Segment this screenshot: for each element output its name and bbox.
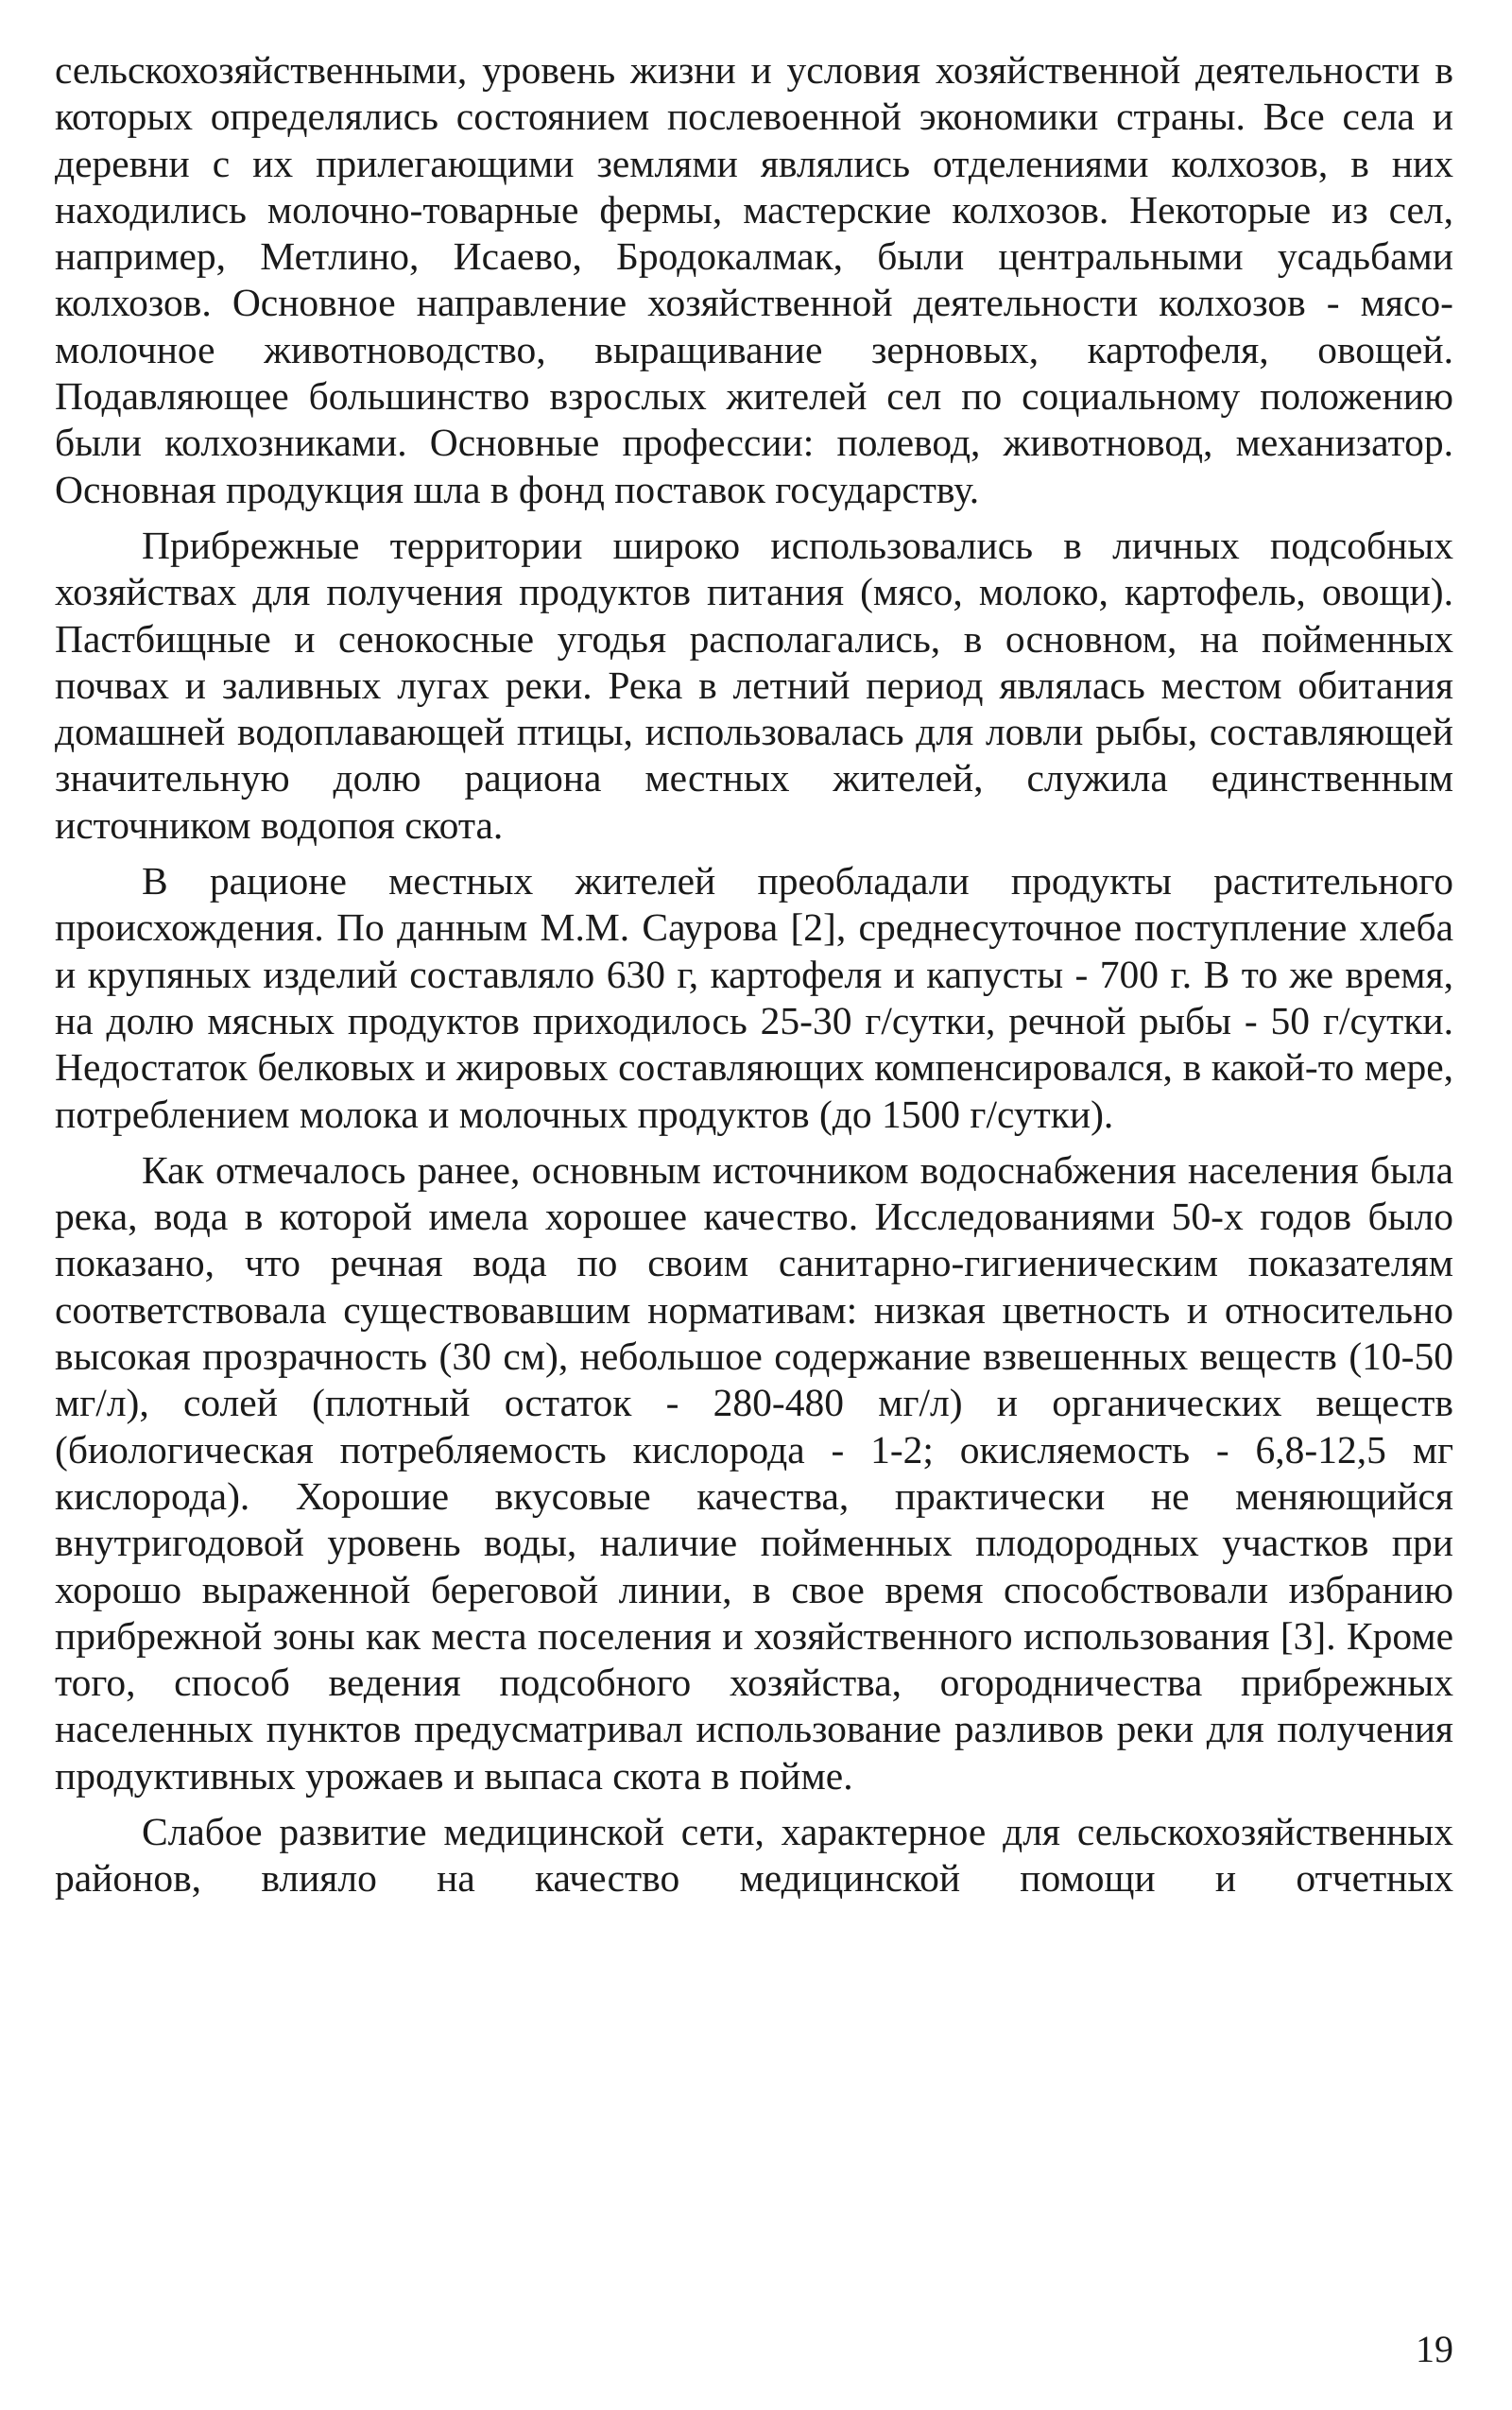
paragraph-diet: В рационе местных жителей преобладали продукты растительного происхождения. По данным М.М. Саурова [2], среднесуточное поступление хлеба и крупяных изделий составляло 630 г, картофеля и капусты - 700 г. В то же время, на долю мясных продуктов приходилось 25-30 г/сутки, речной рыбы - 50 г/сутки. Недостаток белковых и жировых составляющих компенсировался, в какой-то мере, потреблением молока и молочных продуктов (до 1500 г/сутки).: [55, 859, 1453, 1136]
paragraph-continuation: сельскохозяйственными, уровень жизни и условия хозяйственной деятельности в которых определялись состоянием послевоенной экономики страны. Все села и деревни с их прилегающими землями являлись отделениями колхозов, в них находились молочно-товарные фермы, мастерские колхозов. Некоторые из сел, например, Метлино, Исаево, Бродокалмак, были центральными усадьбами колхозов. Основное направление хозяйственной деятельности колхозов - мясо-молочное животноводство, выращивание зерновых, картофеля, овощей. Подавляющее большинство взрослых жителей сел по социальному положению были колхозниками. Основные профессии: полевод, животновод, механизатор. Основная продукция шла в фонд поставок государству.: [55, 48, 1453, 511]
page-number: 19: [1416, 2328, 1453, 2370]
paragraph-water-supply: Как отмечалось ранее, основным источником водоснабжения населения была река, вода в которой имела хорошее качество. Исследованиями 50-х годов было показано, что речная вода по своим санитарно-гигиеническим показателям соответствовала существовавшим нормативам: низкая цветность и относительно высокая прозрачность (30 см), небольшое содержание взвешенных веществ (10-50 мг/л), солей (плотный остаток - 280-480 мг/л) и органических веществ (биологическая потребляемость кислорода - 1-2; окисляемость - 6,8-12,5 мг кислорода). Хорошие вкусовые качества, практически не меняющийся внутригодовой уровень воды, наличие пойменных плодородных участков при хорошо выраженной береговой линии, в свое время способствовали избранию прибрежной зоны как места поселения и хозяйственного использования [3]. Кроме того, способ ведения подсобного хозяйства, огородничества прибрежных населенных пунктов предусматривал использование разливов реки для получения продуктивных урожаев и выпаса скота в пойме.: [55, 1147, 1453, 1798]
book-page: [55, 47, 1453, 2353]
paragraph-medical-network: Слабое развитие медицинской сети, характерное для сельскохозяйственных районов, влияло на качество медицинской помощи и отчетных: [55, 1809, 1453, 1901]
paragraph-coastal-territories: Прибрежные территории широко использовались в личных подсобных хозяйствах для получения продуктов питания (мясо, молоко, картофель, овощи). Пастбищные и сенокосные угодья располагались, в основном, на пойменных почвах и заливных лугах реки. Река в летний период являлась местом обитания домашней водоплавающей птицы, использовалась для ловли рыбы, составляющей значительную долю рациона местных жителей, служила единственным источником водопоя скота.: [55, 523, 1453, 847]
